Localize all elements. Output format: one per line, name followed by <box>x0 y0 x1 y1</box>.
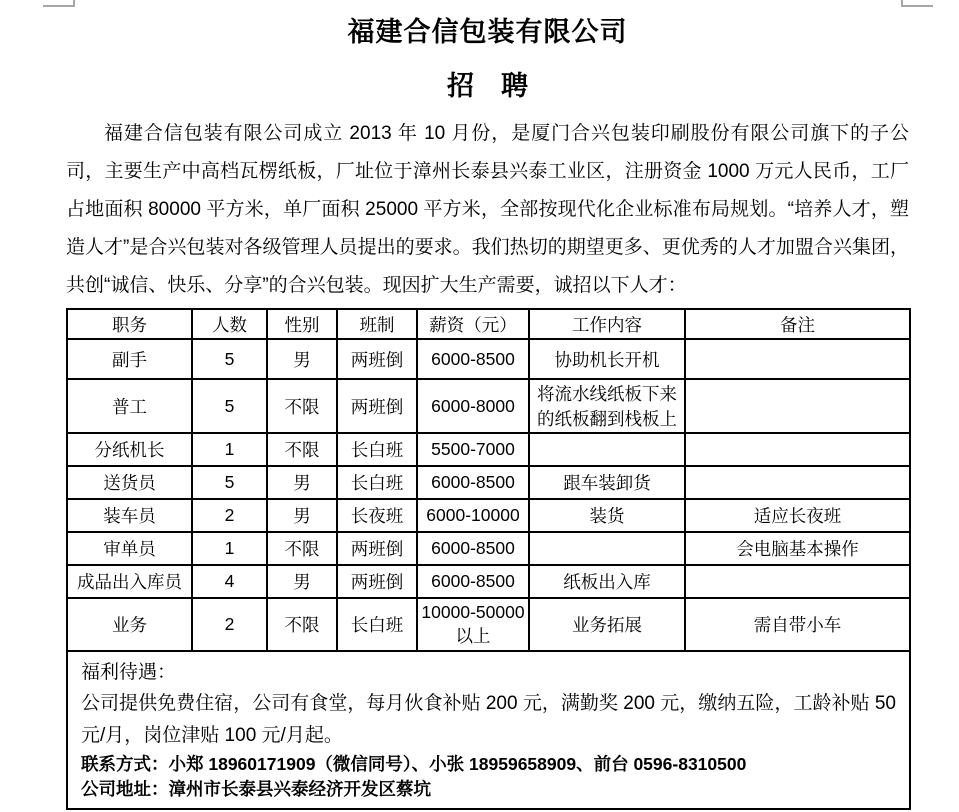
table-row <box>67 598 910 651</box>
page-margin-mark-top-right <box>901 0 933 7</box>
table-cell: 男 <box>267 565 337 598</box>
table-row <box>67 466 910 499</box>
column-header: 人数 <box>192 309 267 339</box>
table-row <box>67 379 910 433</box>
table-cell: 1 <box>192 532 267 565</box>
table-row <box>67 565 910 598</box>
table-cell: 2 <box>192 598 267 651</box>
table-cell: 分纸机长 <box>67 433 192 466</box>
address-line <box>81 777 896 802</box>
table-cell: 业务 <box>67 598 192 651</box>
table-cell: 5 <box>192 379 267 433</box>
column-header: 职务 <box>67 309 192 339</box>
contact-line <box>81 752 896 777</box>
table-cell: 需自带小车 <box>685 598 910 651</box>
benefits-cell <box>67 651 910 809</box>
contact-label: 联系方式： <box>81 754 169 774</box>
table-cell: 6000-8500 <box>417 532 529 565</box>
company-title: 福建合信包装有限公司 <box>347 17 628 47</box>
table-cell: 不限 <box>267 379 337 433</box>
table-header-row <box>67 309 910 339</box>
table-cell: 6000-8000 <box>417 379 529 433</box>
table-cell: 男 <box>267 499 337 532</box>
table-cell: 1 <box>192 433 267 466</box>
table-cell: 6000-10000 <box>417 499 529 532</box>
address-text: 漳州市长泰县兴泰经济开发区蔡坑 <box>168 779 431 799</box>
table-cell <box>529 532 685 565</box>
welfare-title: 福利待遇： <box>81 662 177 683</box>
table-cell: 送货员 <box>67 466 192 499</box>
table-cell: 普工 <box>67 379 192 433</box>
table-cell: 适应长夜班 <box>685 499 910 532</box>
table-cell <box>685 565 910 598</box>
column-header: 薪资（元） <box>417 309 529 339</box>
table-cell: 6000-8500 <box>417 466 529 499</box>
table-cell: 会电脑基本操作 <box>685 532 910 565</box>
table-cell: 不限 <box>267 433 337 466</box>
table-cell: 6000-8500 <box>417 565 529 598</box>
table-row <box>67 339 910 379</box>
table-cell: 将流水线纸板下来的纸板翻到栈板上 <box>529 379 685 433</box>
table-cell <box>685 379 910 433</box>
table-body <box>67 339 910 651</box>
contact-numbers: 小郑 18960171909（微信同号）、小张 18959658909、前台 0596-8310500 <box>168 754 747 774</box>
table-cell: 两班倒 <box>337 532 417 565</box>
table-cell: 不限 <box>267 532 337 565</box>
table-cell: 业务拓展 <box>529 598 685 651</box>
table-cell: 长夜班 <box>337 499 417 532</box>
table-cell: 5500-7000 <box>417 433 529 466</box>
benefits-row <box>67 651 910 809</box>
table-cell <box>685 433 910 466</box>
table-cell: 6000-8500 <box>417 339 529 379</box>
table-cell: 协助机长开机 <box>529 339 685 379</box>
table-cell: 2 <box>192 499 267 532</box>
table-cell: 10000-50000以上 <box>417 598 529 651</box>
table-cell: 5 <box>192 466 267 499</box>
company-intro-paragraph: 福建合信包装有限公司成立 2013 年 10 月份，是厦门合兴包装印刷股份有限公司旗下的子公司，主要生产中高档瓦楞纸板，厂址位于漳州长泰县兴泰工业区，注册资金 1000 万元人民币，工厂占地面积 80000 平方米，单厂面积 25000 平方米，全部按现代化企业标准布局规划。“培养人才，塑造人才”是合兴包装对各级管理人员提出的要求。我们热切的期望更多、更优秀的人才加盟合兴集团，共创“诚信、快乐、分享”的合兴包装。现因扩大生产需要，诚招以下人才： <box>66 123 909 296</box>
table-cell: 审单员 <box>67 532 192 565</box>
table-cell: 长白班 <box>337 466 417 499</box>
table-row <box>67 532 910 565</box>
welfare-text: 公司提供免费住宿，公司有食堂，每月伙食补贴 200 元，满勤奖 200 元，缴纳五险，工龄补贴 50 元/月，岗位津贴 100 元/月起。 <box>81 693 896 746</box>
column-header: 班制 <box>337 309 417 339</box>
column-header: 备注 <box>685 309 910 339</box>
table-cell: 长白班 <box>337 433 417 466</box>
job-positions-table <box>66 308 911 810</box>
table-cell: 纸板出入库 <box>529 565 685 598</box>
table-cell: 装货 <box>529 499 685 532</box>
table-cell <box>529 433 685 466</box>
table-cell <box>685 466 910 499</box>
table-header <box>67 309 910 339</box>
column-header: 性别 <box>267 309 337 339</box>
table-row <box>67 433 910 466</box>
table-cell <box>685 339 910 379</box>
table-cell: 不限 <box>267 598 337 651</box>
recruitment-heading: 招 聘 <box>447 71 528 101</box>
page-margin-mark-top-left <box>43 0 75 7</box>
table-cell: 副手 <box>67 339 192 379</box>
table-footer <box>67 651 910 809</box>
table-cell: 4 <box>192 565 267 598</box>
table-cell: 两班倒 <box>337 565 417 598</box>
table-cell: 装车员 <box>67 499 192 532</box>
table-cell: 两班倒 <box>337 379 417 433</box>
address-label: 公司地址： <box>81 779 169 799</box>
table-cell: 长白班 <box>337 598 417 651</box>
table-cell: 跟车装卸货 <box>529 466 685 499</box>
table-cell: 5 <box>192 339 267 379</box>
table-cell: 男 <box>267 466 337 499</box>
table-cell: 两班倒 <box>337 339 417 379</box>
table-row <box>67 499 910 532</box>
table-cell: 成品出入库员 <box>67 565 192 598</box>
column-header: 工作内容 <box>529 309 685 339</box>
document-content <box>66 8 909 810</box>
table-cell: 男 <box>267 339 337 379</box>
